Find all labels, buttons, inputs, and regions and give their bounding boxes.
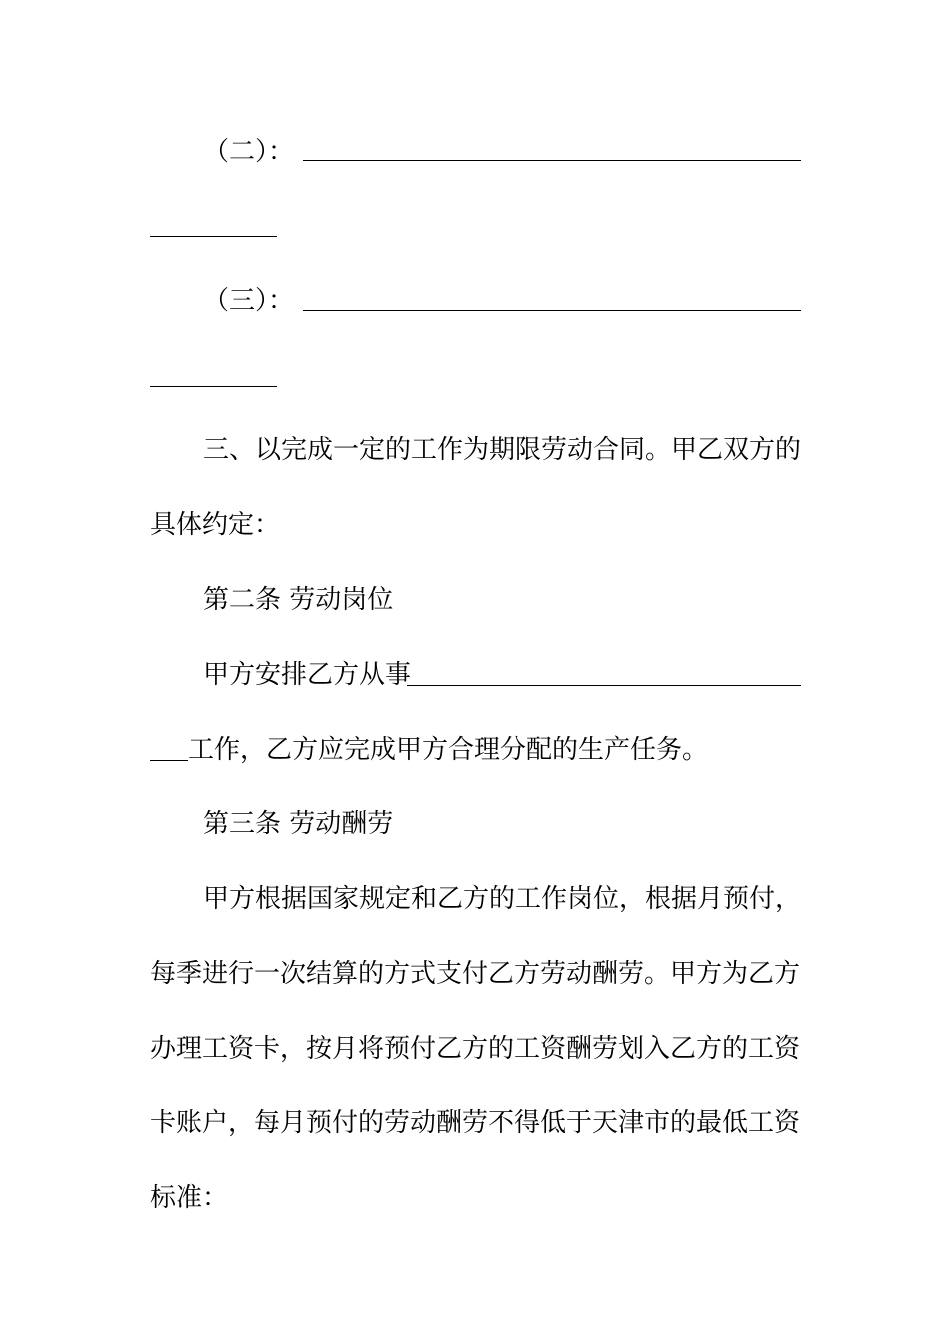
item-three-blank-continuation[interactable]: [150, 386, 277, 387]
article-two-title: 第二条 劳动岗位: [203, 585, 394, 615]
article-three-line-3: 办理工资卡，按月将预付乙方的工资酬劳划入乙方的工资: [150, 1034, 801, 1064]
article-two-text-start: 甲方安排乙方从事: [203, 660, 412, 690]
item-two-label: （二）：: [203, 137, 295, 167]
section-three-paragraph-cont: 具体约定：: [150, 510, 281, 540]
article-two-blank-line[interactable]: [407, 685, 801, 686]
item-two-blank-continuation[interactable]: [150, 236, 277, 237]
article-three-line-5: 标准：: [150, 1183, 229, 1213]
article-three-line-1: 甲方根据国家规定和乙方的工作岗位，根据月预付，: [203, 884, 802, 914]
article-two-blank-continuation[interactable]: [150, 760, 188, 761]
item-three-blank-line[interactable]: [303, 310, 801, 311]
item-two-blank-line[interactable]: [303, 160, 801, 161]
article-three-title: 第三条 劳动酬劳: [203, 809, 394, 839]
section-three-paragraph: 三、以完成一定的工作为期限劳动合同。甲乙双方的: [203, 435, 802, 465]
article-three-line-4: 卡账户，每月预付的劳动酬劳不得低于天津市的最低工资: [150, 1108, 801, 1138]
article-three-line-2: 每季进行一次结算的方式支付乙方劳动酬劳。甲方为乙方: [150, 959, 801, 989]
article-two-text-end: 工作，乙方应完成甲方合理分配的生产任务。: [188, 735, 709, 765]
item-three-label: （三）：: [203, 286, 295, 316]
